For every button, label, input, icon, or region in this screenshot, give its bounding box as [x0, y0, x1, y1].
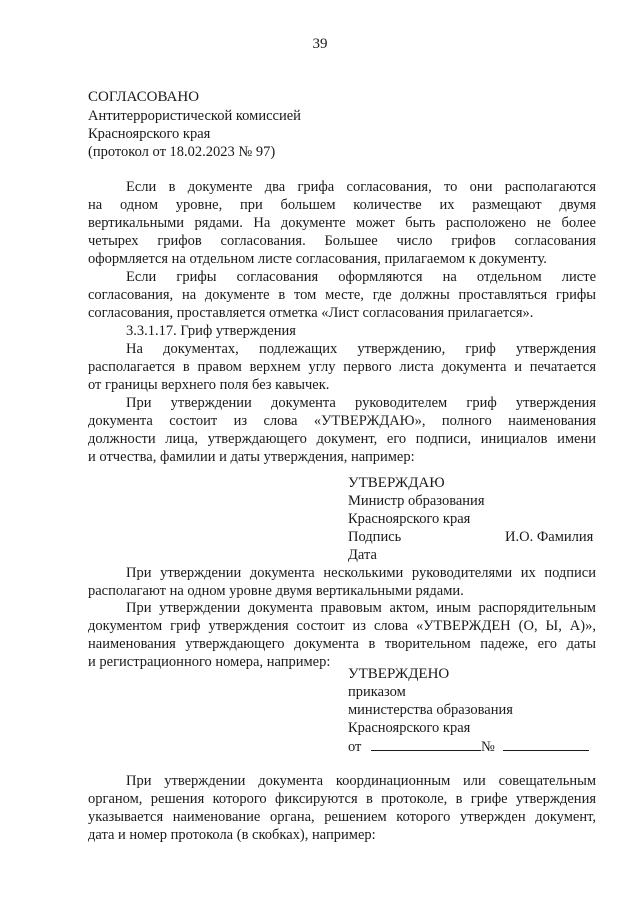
example-approved-line: Красноярского края	[348, 720, 471, 736]
date-number-row	[348, 738, 589, 756]
example-approval-line: Красноярского края	[348, 511, 471, 527]
paragraph-line: При утверждении документа правовым актом, иным распорядительным	[126, 600, 596, 616]
example-approved-line: министерства образования	[348, 702, 513, 718]
section-heading: 3.3.1.17. Гриф утверждения	[126, 323, 296, 339]
paragraph-line: документа состоит из слова «УТВЕРЖДАЮ», полного наименования	[88, 413, 596, 429]
paragraph-line: При утверждении документа несколькими руководителями их подписи	[126, 565, 596, 581]
paragraph-line: Если в документе два грифа согласования, то они располагаются	[126, 179, 596, 195]
example-approval-line: Министр образования	[348, 493, 485, 509]
approval-line: Антитеррористической комиссией	[88, 108, 301, 124]
paragraph-line: На документах, подлежащих утверждению, гриф утверждения	[126, 341, 596, 357]
paragraph-line: вертикальными рядами. На документе может быть расположено не более	[88, 215, 596, 231]
paragraph-line: и регистрационного номера, например:	[88, 654, 331, 670]
paragraph-line: органом, решения которого фиксируются в протоколе, в грифе утверждения	[88, 791, 596, 807]
paragraph-line: наименования утверждающего документа в творительном падеже, его даты	[88, 636, 596, 652]
number-label: №	[481, 739, 495, 755]
paragraph-line: от границы верхнего поля без кавычек.	[88, 377, 330, 393]
signature-label: Подпись	[348, 529, 402, 545]
paragraph-line: Если грифы согласования оформляются на отдельном листе	[126, 269, 596, 285]
date-label: Дата	[348, 547, 377, 563]
page-number: 39	[312, 36, 328, 52]
paragraph-line: и отчества, фамилии и даты утверждения, например:	[88, 449, 415, 465]
paragraph-line: При утверждении документа координационным или совещательным	[126, 773, 596, 789]
paragraph-line: должности лица, утверждающего документ, его подписи, инициалов имени	[88, 431, 596, 447]
example-approved-heading: УТВЕРЖДЕНО	[348, 666, 450, 682]
from-label: от	[348, 739, 362, 755]
paragraph-line: согласования, проставляется отметка «Лист согласования прилагается».	[88, 305, 534, 321]
paragraph-line: документом гриф утверждения состоит из слова «УТВЕРЖДЕН (О, Ы, А)»,	[88, 618, 596, 634]
paragraph-line: располагается в правом верхнем углу первого листа документа и печатается	[88, 359, 596, 375]
paragraph-line: на одном уровне, при большем количестве их размещают двумя	[88, 197, 596, 213]
paragraph-line: дата и номер протокола (в скобках), например:	[88, 827, 376, 843]
paragraph-line: указывается наименование органа, решением которого утвержден документ,	[88, 809, 596, 825]
paragraph-line: согласования, на документе в том месте, где должны проставляться грифы	[88, 287, 596, 303]
approval-line: (протокол от 18.02.2023 № 97)	[88, 144, 276, 160]
paragraph-line: При утверждении документа руководителем гриф утверждения	[126, 395, 596, 411]
number-blank-line	[503, 738, 589, 751]
paragraph-line: четырех грифов согласования. Большее число грифов согласования	[88, 233, 596, 249]
date-blank-line	[371, 738, 481, 751]
paragraph-line: располагают на одном уровне двумя вертикальными рядами.	[88, 583, 464, 599]
example-approval-heading: УТВЕРЖДАЮ	[348, 475, 445, 491]
paragraph-line: оформляется на отдельном листе согласования, прилагаемом к документу.	[88, 251, 547, 267]
approval-heading: СОГЛАСОВАНО	[88, 89, 200, 105]
example-approved-line: приказом	[348, 684, 406, 700]
approval-line: Красноярского края	[88, 126, 211, 142]
signatory-name: И.О. Фамилия	[505, 529, 594, 545]
